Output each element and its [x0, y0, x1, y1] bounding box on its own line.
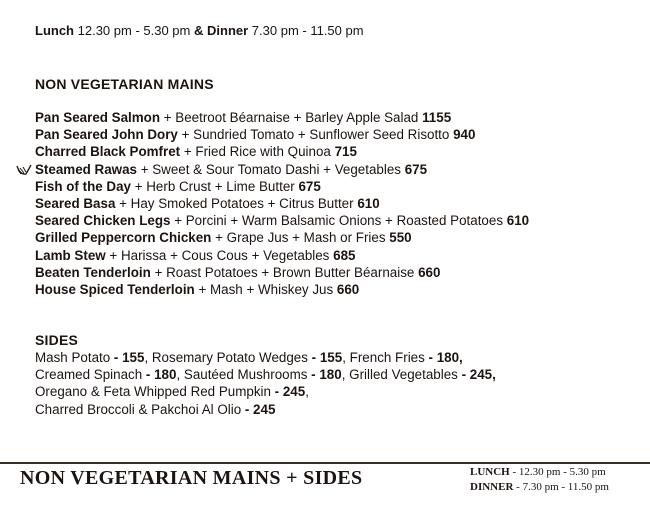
- menu-item-price: 675: [298, 178, 321, 194]
- sides-line: [35, 383, 496, 400]
- side-price: - 155: [110, 350, 145, 365]
- menu-item-name: Steamed Rawas: [35, 161, 137, 177]
- menu-item: [35, 212, 529, 229]
- menu-item: [35, 109, 529, 126]
- side-name: Mash Potato: [35, 350, 111, 365]
- menu-item-desc: + Sundried Tomato + Sunflower Seed Risotto: [181, 127, 450, 143]
- sides-heading: SIDES: [35, 332, 79, 348]
- service-hours: [35, 23, 364, 39]
- sides-line: [35, 366, 496, 383]
- menu-item-price: 660: [418, 264, 441, 280]
- side-name: Grilled Vegetables: [349, 367, 458, 383]
- menu-item-desc: + Mash + Whiskey Jus: [198, 282, 334, 298]
- menu-item-price: 1155: [422, 110, 452, 125]
- side-price: - 245,: [457, 367, 496, 383]
- lunch-time: 12.30 pm - 5.30 pm: [77, 23, 191, 38]
- menu-item-price: 940: [453, 127, 476, 143]
- menu-item-name: Seared Chicken Legs: [35, 213, 171, 229]
- sides-list: [35, 349, 496, 418]
- menu-item: [35, 143, 529, 160]
- menu-item-price: 550: [389, 230, 412, 246]
- menu-item: [35, 229, 529, 246]
- side-separator: ,: [176, 367, 184, 383]
- lunch-label: Lunch: [35, 23, 74, 38]
- menu-item-name: Pan Seared John Dory: [35, 127, 178, 143]
- menu-item: [35, 178, 529, 195]
- side-price: - 245: [241, 401, 276, 417]
- menu-item-name: House Spiced Tenderloin: [35, 282, 195, 298]
- side-name: Creamed Spinach: [35, 367, 143, 383]
- footer-lunch-time: - 12.30 pm - 5.30 pm: [509, 466, 606, 478]
- side-price: - 180: [307, 367, 342, 383]
- menu-item-desc: + Sweet & Sour Tomato Dashi + Vegetables: [140, 161, 401, 177]
- side-separator: ,: [144, 350, 152, 365]
- footer-dinner-label: DINNER: [470, 481, 514, 493]
- menu-item: [35, 161, 529, 178]
- menu-item-desc: + Beetroot Béarnaise + Barley Apple Salad: [163, 110, 419, 125]
- menu-item: [35, 126, 529, 143]
- menu-item-price: 675: [404, 161, 428, 177]
- dinner-label: Dinner: [207, 23, 249, 38]
- side-separator: ,: [305, 384, 309, 400]
- menu-item: [35, 281, 529, 298]
- dinner-time: 7.30 pm - 11.50 pm: [251, 23, 364, 38]
- side-separator: ,: [341, 367, 350, 383]
- side-price: - 180,: [424, 350, 463, 365]
- menu-item-desc: + Roast Potatoes + Brown Butter Béarnaise: [154, 264, 415, 280]
- sides-line: [35, 349, 496, 366]
- footer-lunch: [470, 465, 609, 480]
- menu-item: [35, 264, 529, 281]
- footer-divider: [0, 462, 650, 464]
- menu-item-desc: + Harissa + Cous Cous + Vegetables: [109, 247, 330, 263]
- menu-item: [35, 247, 529, 264]
- menu-item-name: Fish of the Day: [35, 178, 131, 194]
- menu-item-price: 685: [333, 247, 356, 263]
- menu-item-desc: + Fried Rice with Quinoa: [183, 144, 331, 160]
- side-name: French Fries: [349, 350, 425, 365]
- chef-special-icon: [16, 162, 33, 177]
- side-name: Rosemary Potato Wedges: [151, 350, 308, 365]
- menu-item-name: Seared Basa: [35, 196, 116, 212]
- footer-lunch-label: LUNCH: [470, 466, 510, 478]
- footer-dinner-time: - 7.30 pm - 11.50 pm: [513, 481, 609, 493]
- menu-item-name: Lamb Stew: [35, 247, 106, 263]
- menu-item-name: Beaten Tenderloin: [35, 264, 151, 280]
- menu-item-price: 610: [506, 213, 530, 229]
- menu-item-name: Pan Seared Salmon: [35, 110, 161, 125]
- menu-item-price: 660: [336, 282, 360, 298]
- menu-item: [35, 195, 529, 212]
- menu-item-desc: + Porcini + Warm Balsamic Onions + Roasted Potatoes: [174, 213, 504, 229]
- side-price: - 245: [270, 384, 306, 400]
- mains-list: [35, 109, 529, 298]
- menu-item-price: 715: [334, 144, 357, 160]
- menu-item-desc: + Grape Jus + Mash or Fries: [215, 230, 386, 246]
- ampersand: &: [193, 23, 204, 38]
- footer-title: NON VEGETARIAN MAINS + SIDES: [20, 467, 363, 489]
- side-name: Oregano & Feta Whipped Red Pumpkin: [35, 384, 271, 400]
- footer-hours: [470, 465, 609, 495]
- side-price: - 180: [142, 367, 177, 383]
- menu-item-price: 610: [357, 196, 380, 212]
- menu-item-name: Charred Black Pomfret: [35, 144, 181, 160]
- footer-dinner: [470, 480, 609, 495]
- side-separator: ,: [342, 350, 350, 365]
- menu-item-desc: + Herb Crust + Lime Butter: [134, 178, 295, 194]
- side-name: Charred Broccoli & Pakchoi Al Olio: [35, 401, 242, 417]
- menu-item-desc: + Hay Smoked Potatoes + Citrus Butter: [119, 196, 354, 212]
- side-price: - 155: [307, 350, 343, 365]
- mains-heading: NON VEGETARIAN MAINS: [35, 76, 214, 92]
- side-name: Sautéed Mushrooms: [183, 367, 308, 383]
- menu-item-name: Grilled Peppercorn Chicken: [35, 230, 212, 246]
- sides-line: [35, 401, 496, 418]
